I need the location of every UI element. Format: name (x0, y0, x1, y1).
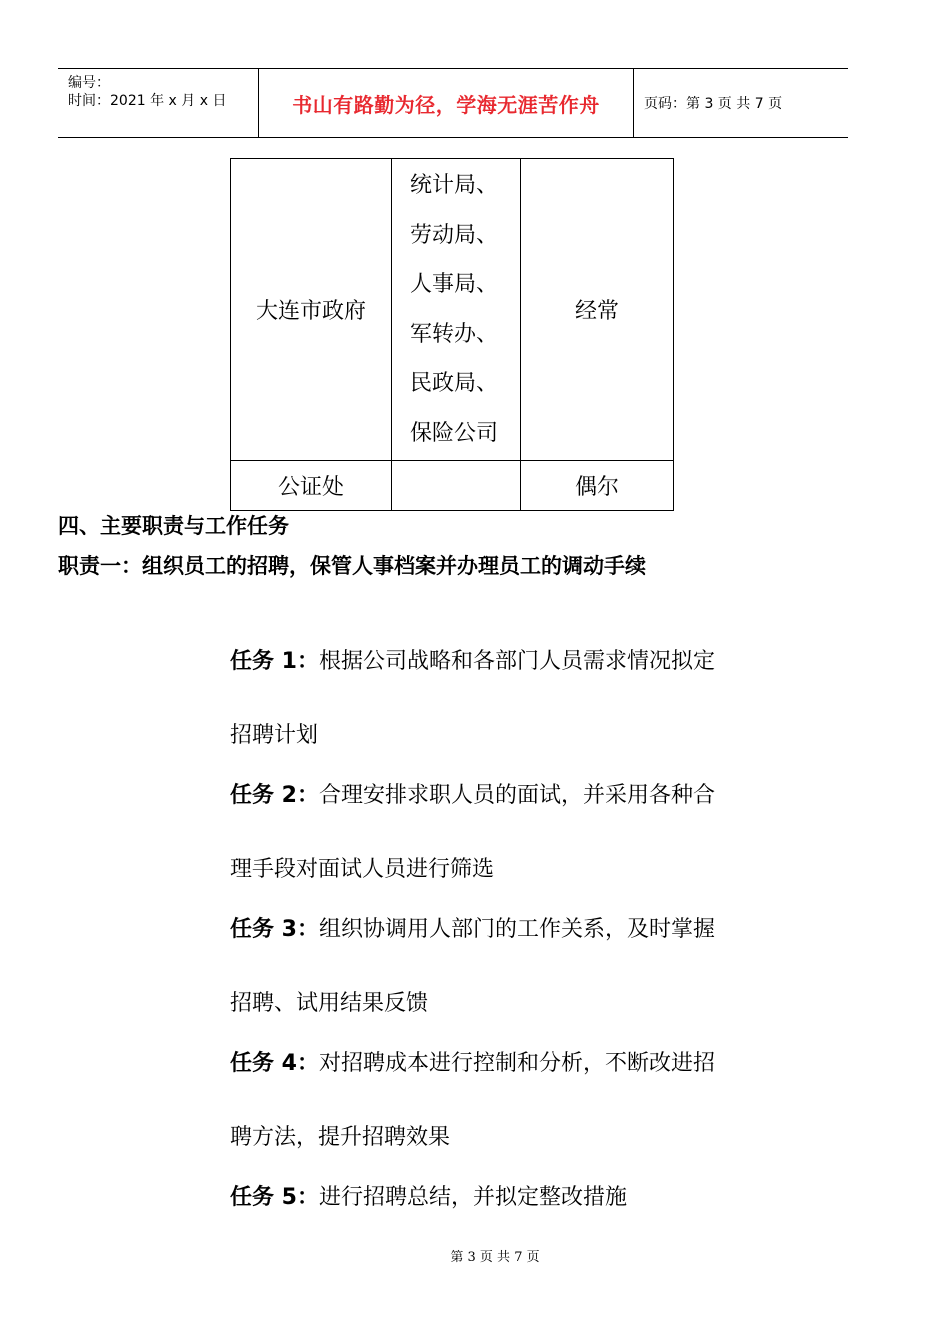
section-title: 四、主要职责与工作任务 (58, 514, 289, 538)
task-label: 任务 1： (230, 649, 319, 674)
table-cell-depts (392, 461, 521, 511)
task-label: 任务 2： (230, 783, 319, 808)
dept-item: 统计局、 (410, 173, 499, 198)
header-page-info: 页码：第 3 页 共 7 页 (644, 96, 783, 112)
task-text: 合理安排求职人员的面试，并采用各种合 (318, 783, 715, 808)
header-motto-cell (258, 69, 634, 137)
task-1-line-1 (230, 644, 715, 675)
document-time: 时间：2021 年 x 月 x 日 (68, 93, 227, 109)
contact-table (230, 158, 674, 511)
task-3-line-2: 招聘、试用结果反馈 (230, 991, 429, 1016)
dept-item: 劳动局、 (410, 222, 499, 248)
document-number: 编号： (68, 75, 110, 91)
table-cell-org: 大连市政府 (231, 159, 392, 461)
table-cell-frequency: 偶尔 (521, 461, 674, 511)
task-text: 组织协调用人部门的工作关系，及时掌握 (318, 917, 715, 942)
header-page-cell (634, 69, 848, 137)
task-text: 对招聘成本进行控制和分析，不断改进招 (318, 1051, 715, 1076)
table-cell-org: 公证处 (231, 461, 392, 511)
header-motto: 书山有路勤为径，学海无涯苦作舟 (292, 92, 600, 117)
task-label: 任务 3： (230, 917, 319, 942)
table-cell-depts (392, 159, 521, 461)
table-cell-frequency: 经常 (521, 159, 674, 461)
task-1-line-2: 招聘计划 (230, 723, 319, 748)
dept-item: 民政局、 (410, 371, 499, 396)
page-footer: 第 3 页 共 7 页 (450, 1250, 540, 1265)
task-3-line-1 (230, 912, 715, 943)
dept-list (392, 161, 520, 458)
dept-item: 保险公司 (410, 420, 499, 446)
task-label: 任务 5： (230, 1185, 319, 1210)
dept-item: 人事局、 (410, 272, 499, 297)
task-text: 根据公司战略和各部门人员需求情况拟定 (318, 649, 715, 674)
table-row (231, 461, 674, 511)
task-2-line-2: 理手段对面试人员进行筛选 (230, 857, 495, 882)
task-label: 任务 4： (230, 1051, 319, 1076)
task-2-line-1 (230, 778, 715, 809)
header-meta (58, 69, 258, 137)
dept-item: 军转办、 (410, 321, 499, 347)
task-text: 进行招聘总结，并拟定整改措施 (318, 1185, 627, 1210)
page-header (58, 68, 848, 138)
task-4-line-2: 聘方法，提升招聘效果 (230, 1125, 451, 1150)
task-5-line-1 (230, 1180, 627, 1211)
table-row (231, 159, 674, 461)
task-4-line-1 (230, 1046, 715, 1077)
duty-title: 职责一：组织员工的招聘，保管人事档案并办理员工的调动手续 (58, 554, 646, 578)
